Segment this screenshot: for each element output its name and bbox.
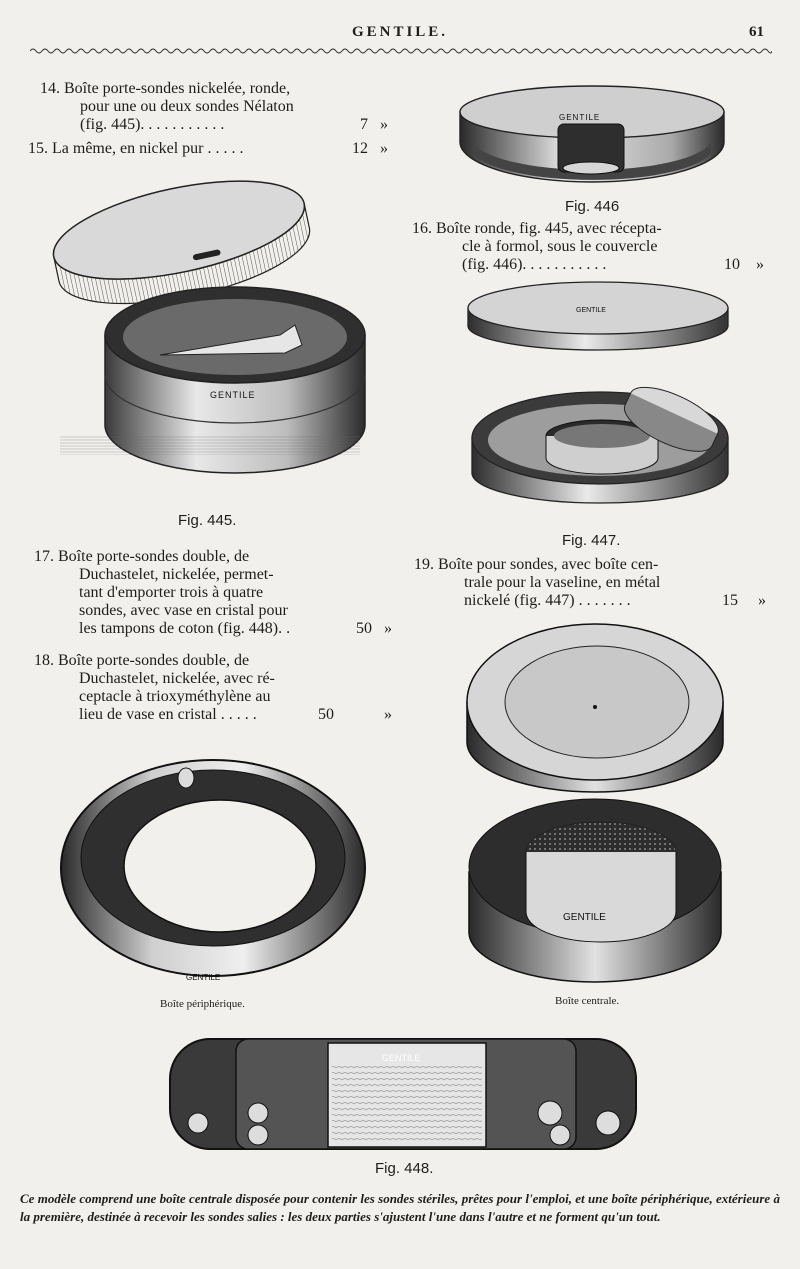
item-17-line2: Duchastelet, nickelée, permet-	[79, 566, 274, 583]
page-number: 61	[749, 24, 764, 40]
fig-448-cross-section-illustration	[168, 1035, 638, 1155]
item-15-line1: 15. La même, en nickel pur . . . . .	[28, 140, 244, 157]
peripheral-box-illustration	[58, 748, 372, 988]
item-19	[414, 556, 784, 610]
peripheral-box-label: Boîte périphérique.	[160, 998, 245, 1010]
item-14-line3: (fig. 445). . . . . . . . . . .	[80, 116, 225, 133]
item-19-price: 15	[722, 592, 738, 609]
item-19-line2: trale pour la vaseline, en métal	[464, 574, 661, 591]
fig-447-box-with-central-pot-illustration	[462, 278, 737, 528]
central-box-illustration	[463, 612, 728, 992]
fig-448-caption: Fig. 448.	[375, 1160, 434, 1177]
central-box-label: Boîte centrale.	[555, 995, 620, 1007]
header-wavy-rule	[30, 46, 772, 56]
item-16-line3: (fig. 446). . . . . . . . . . .	[462, 256, 607, 273]
item-14-line2: pour une ou deux sondes Nélaton	[80, 98, 294, 115]
fig-446-caption: Fig. 446	[565, 198, 620, 215]
item-17-line3: tant d'emporter trois à quatre	[79, 584, 264, 601]
item-18-price: 50	[318, 706, 334, 723]
item-18-currency: »	[384, 706, 392, 723]
item-18-line3: ceptacle à trioxyméthylène au	[79, 688, 271, 705]
item-16-line1: 16. Boîte ronde, fig. 445, avec récepta-	[412, 220, 662, 237]
fig-445-brand-mark: GENTILE	[210, 390, 256, 400]
item-18-line1: 18. Boîte porte-sondes double, de	[34, 652, 250, 669]
item-16	[412, 220, 782, 274]
footnote-description: Ce modèle comprend une boîte centrale disposée pour contenir les sondes stériles, prêtes pour l'emploi, et une boîte périphérique, extérieure à la première, destinée à recevoir les sondes salies : les deux parties s'ajustent l'une dans l'autre et ne forment qu'un tout.	[20, 1191, 780, 1224]
fig-446-lid-illustration	[455, 82, 730, 192]
item-14-line1: 14. Boîte porte-sondes nickelée, ronde,	[40, 80, 291, 97]
item-15-price: 12	[352, 140, 368, 157]
fig-448-brand-mark: GENTILE	[382, 1053, 421, 1063]
item-17-price: 50	[356, 620, 372, 637]
item-17-line5: les tampons de coton (fig. 448). .	[79, 620, 291, 637]
item-15	[28, 140, 400, 158]
item-17-currency: »	[384, 620, 392, 637]
fig-445-round-box-illustration	[40, 175, 370, 495]
item-14-price: 7	[360, 116, 368, 133]
fig-446-brand-mark: GENTILE	[559, 113, 601, 122]
fig-447-caption: Fig. 447.	[562, 532, 621, 549]
item-19-line1: 19. Boîte pour sondes, avec boîte cen-	[414, 556, 659, 573]
fig-447-brand-mark: GENTILE	[576, 307, 606, 314]
item-18-line2: Duchastelet, nickelée, avec ré-	[79, 670, 275, 687]
fig-445-caption: Fig. 445.	[178, 512, 237, 529]
item-17-line1: 17. Boîte porte-sondes double, de	[34, 548, 250, 565]
item-16-line2: cle à formol, sous le couvercle	[462, 238, 658, 255]
item-19-line3: nickelé (fig. 447) . . . . . . .	[464, 592, 631, 609]
running-header: GENTILE.	[351, 24, 449, 40]
item-17	[34, 548, 404, 638]
item-18	[34, 652, 404, 724]
item-18-line4: lieu de vase en cristal . . . . .	[79, 706, 257, 723]
item-14-currency: »	[380, 116, 388, 133]
item-19-currency: »	[758, 592, 766, 609]
item-16-currency: »	[756, 256, 764, 273]
peripheral-box-brand-mark: GENTILE	[186, 973, 221, 982]
central-box-brand-mark: GENTILE	[563, 912, 606, 923]
item-16-price: 10	[724, 256, 740, 273]
item-14	[40, 80, 400, 134]
item-15-currency: »	[380, 140, 388, 157]
item-17-line4: sondes, avec vase en cristal pour	[79, 602, 288, 619]
